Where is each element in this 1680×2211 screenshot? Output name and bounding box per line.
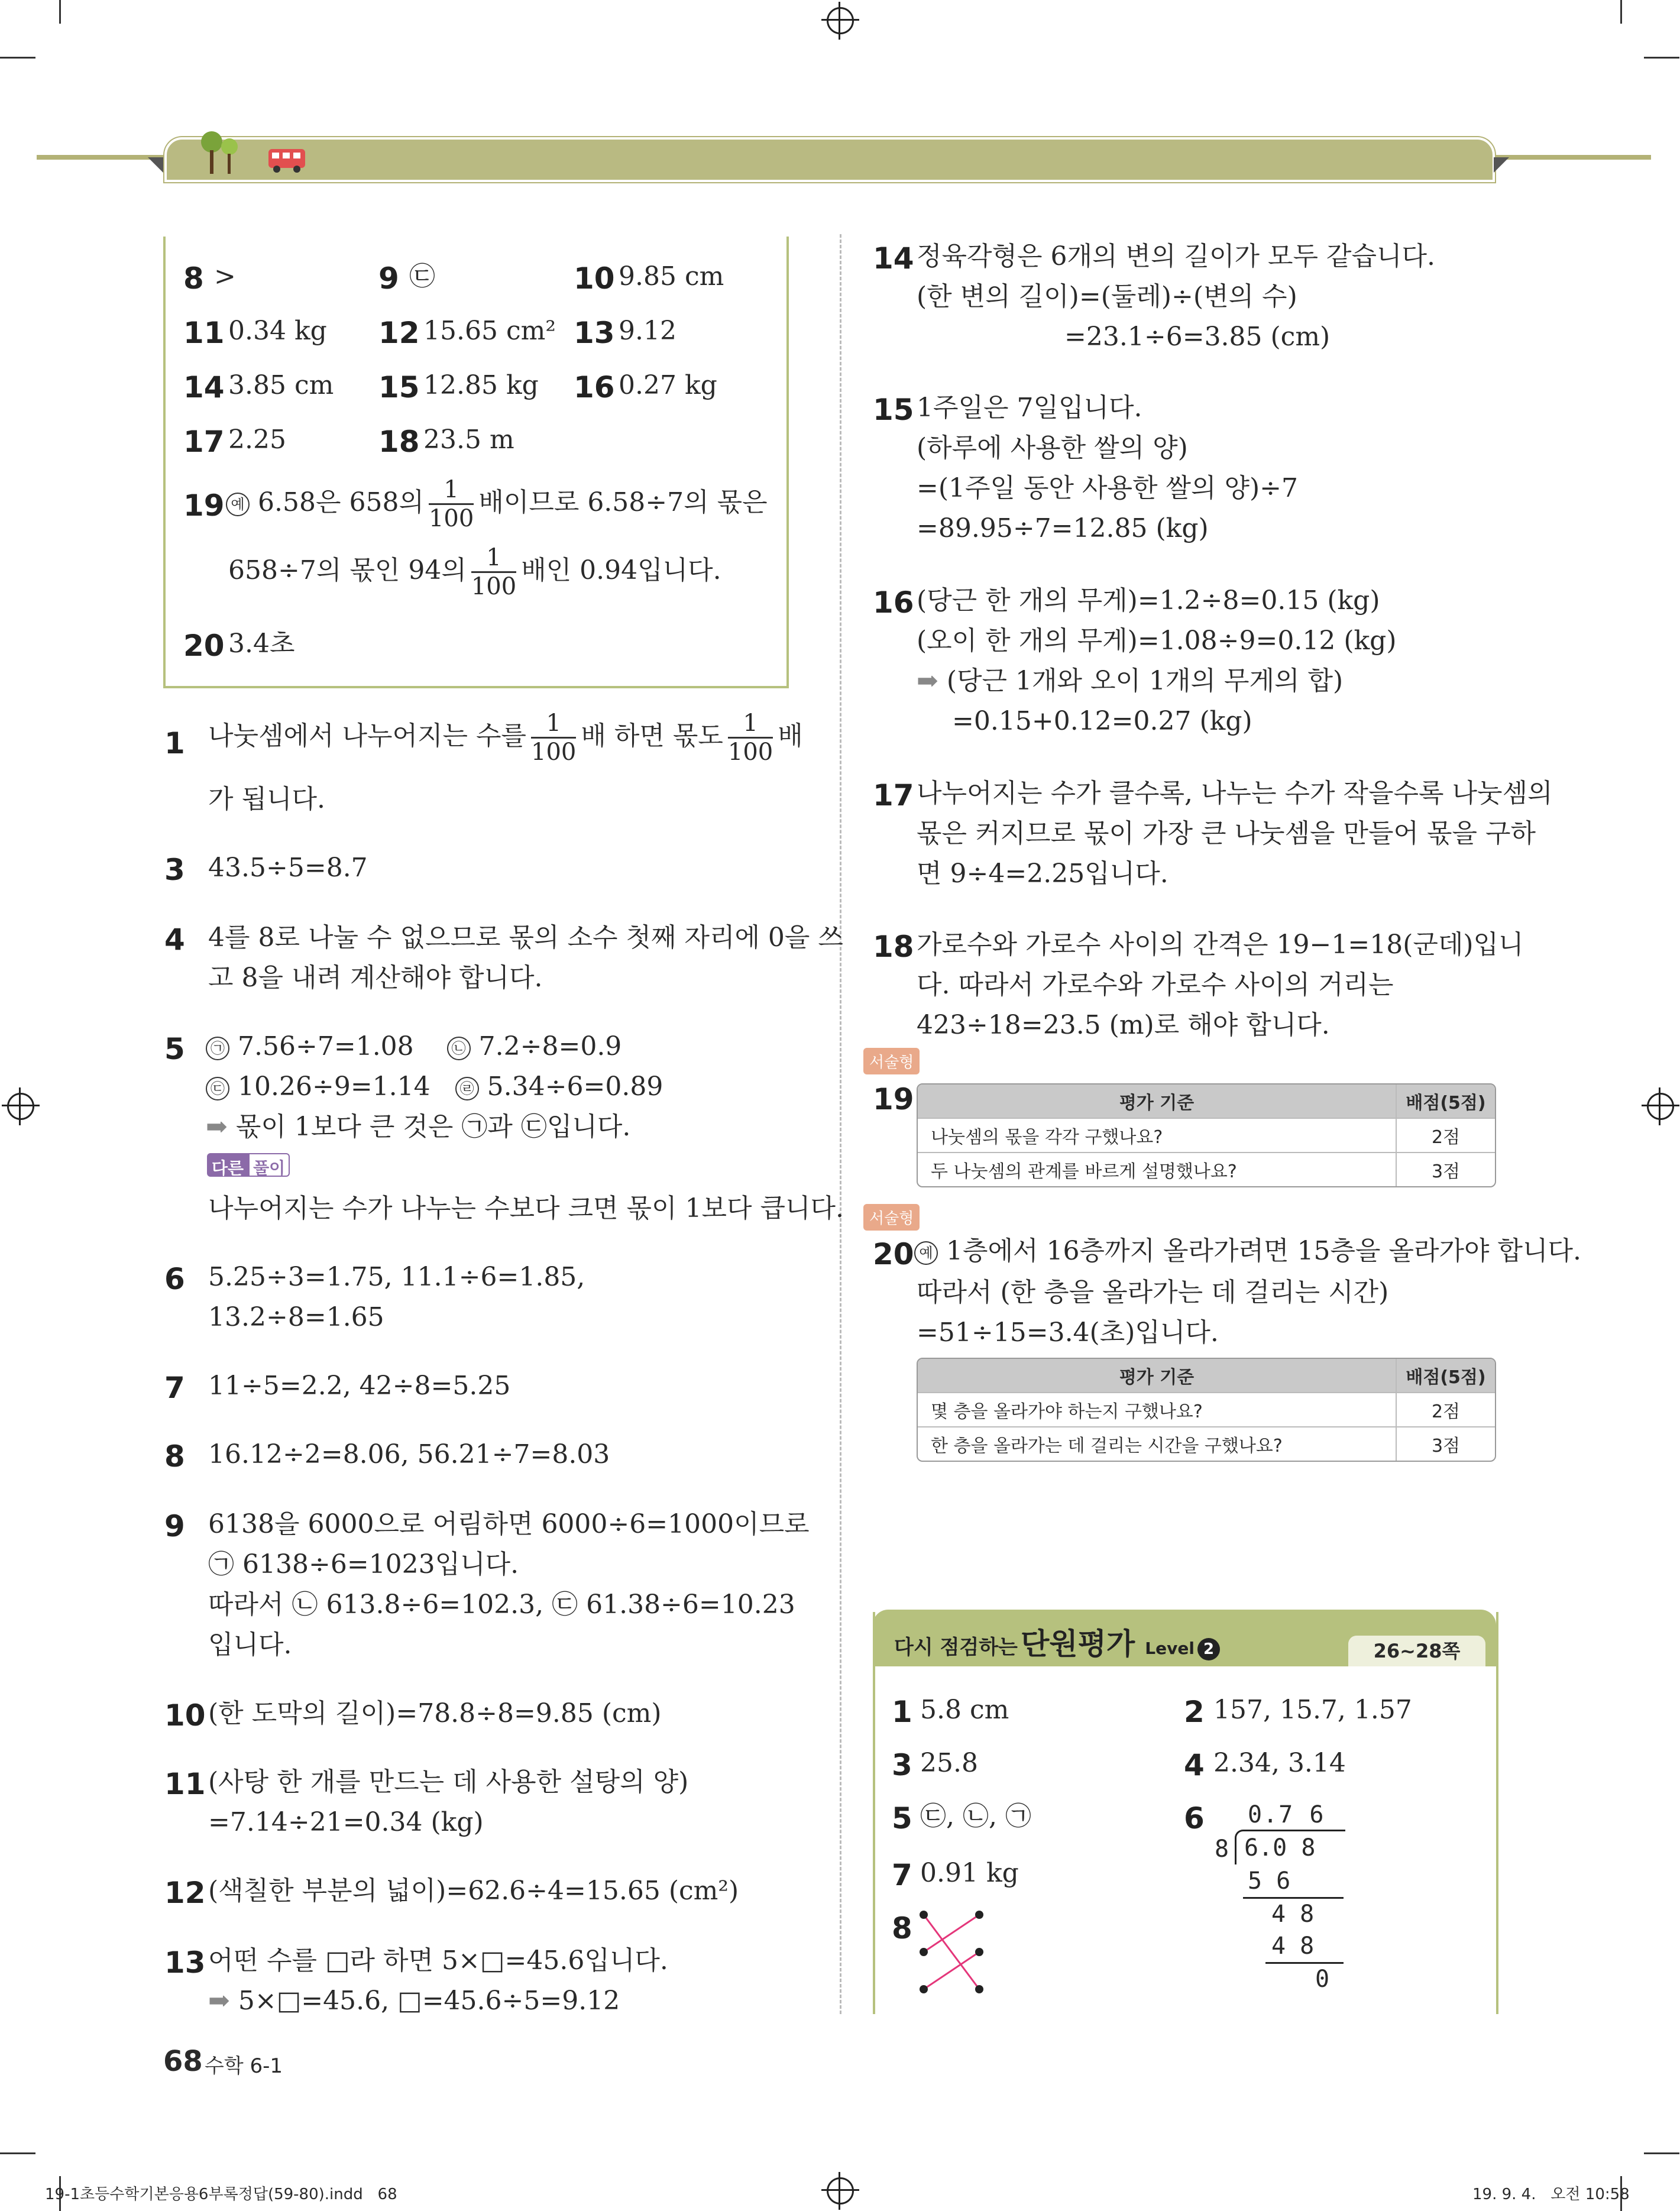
fraction [531, 710, 576, 766]
q15-line2: (하루에 사용한 쌀의 양) [917, 433, 1188, 463]
ld-sub2: 4 8 [1271, 1932, 1315, 1960]
q6-line2: 13.2÷8=1.65 [208, 1302, 384, 1332]
rubric-points: 2점 [1396, 1393, 1495, 1426]
rubric-row [918, 1392, 1495, 1426]
rubric-header-points: 배점(5점) [1396, 1085, 1495, 1118]
q4-line1: 4를 8로 나눌 수 없으므로 몫의 소수 첫째 자리에 0을 쓰 [208, 922, 843, 953]
ld-dividend: 6.0 8 [1244, 1834, 1316, 1862]
question-number: 2 [1184, 1695, 1205, 1729]
print-date: 19. 9. 4. 오전 10:58 [1472, 2186, 1630, 2203]
q1-text-a: 나눗셈에서 나누어지는 수를 [208, 721, 527, 751]
q18-line2: 다. 따라서 가로수와 가로수 사이의 거리는 [917, 970, 1394, 1000]
question-number: 9 [378, 261, 399, 296]
question-number: 5 [164, 1032, 185, 1066]
rubric-table [917, 1083, 1496, 1187]
rubric-criteria: 한 층을 올라가는 데 걸리는 시간을 구했나요? [931, 1436, 1283, 1456]
unit-eval-pre: 다시 점검하는 [894, 1636, 1018, 1659]
rubric-header [918, 1359, 1495, 1392]
registration-mark-icon [7, 1093, 34, 1120]
answer-19-text-b: 배이므로 6.58÷7의 몫은 [478, 487, 768, 517]
q20-line3: =51÷15=3.4(초)입니다. [917, 1317, 1219, 1348]
ld-rem1: 4 8 [1271, 1901, 1315, 1928]
column-divider [840, 234, 841, 2014]
q16-line3 [917, 668, 1343, 694]
answer-19-text-a: 6.58은 658의 [258, 487, 424, 517]
crop-mark [1644, 2152, 1679, 2154]
question-number: 6 [164, 1262, 185, 1296]
answer-value: 12.85 kg [423, 370, 539, 400]
fraction-denominator: 100 [471, 573, 517, 600]
question-number: 14 [873, 241, 914, 276]
q17-line2: 몫은 커지므로 몫이 가장 큰 나눗셈을 만들어 몫을 구하 [917, 818, 1536, 849]
question-number: 20 [873, 1237, 914, 1271]
fraction [429, 476, 474, 532]
q11-line1: (사탕 한 개를 만드는 데 사용한 설탕의 양) [208, 1767, 689, 1797]
q13-line1: 어떤 수를 □라 하면 5×□=45.6입니다. [208, 1945, 668, 1976]
example-badge: 예 [226, 493, 250, 516]
book-title: 수학 6-1 [205, 2054, 283, 2078]
question-number: 6 [1184, 1801, 1205, 1836]
answer-value: 15.65 cm² [423, 316, 556, 346]
ld-sub1: 5 6 [1248, 1867, 1291, 1895]
arrow-icon: ➡ [208, 1986, 230, 2016]
question-number: 1 [164, 726, 185, 760]
q5-expr3: 10.26÷9=1.14 [238, 1071, 430, 1102]
answer-19-line1 [226, 476, 768, 532]
question-number: 4 [164, 922, 185, 957]
q11-line2: =7.14÷21=0.34 (kg) [208, 1807, 484, 1837]
answer-value: 2.25 [228, 425, 286, 455]
question-number: 18 [873, 930, 914, 964]
fraction-denominator: 100 [727, 739, 773, 766]
ue-answer-4: 2.34, 3.14 [1213, 1748, 1346, 1778]
rubric-header-points: 배점(5점) [1396, 1359, 1495, 1392]
question-number: 13 [164, 1945, 206, 1980]
question-number: 16 [574, 370, 615, 404]
registration-mark-icon [1647, 1093, 1674, 1120]
rubric-header-criteria: 평가 기준 [1119, 1093, 1195, 1113]
unit-eval-title [894, 1620, 1220, 1663]
q12-line: (색칠한 부분의 넓이)=62.6÷4=15.65 (cm²) [208, 1876, 739, 1906]
question-number: 8 [164, 1439, 185, 1474]
question-number: 10 [574, 261, 615, 296]
q20-line1 [914, 1238, 1581, 1265]
q10-line: (한 도막의 길이)=78.8÷8=9.85 (cm) [208, 1698, 662, 1728]
question-number: 7 [164, 1371, 185, 1405]
q16-line1: (당근 한 개의 무게)=1.2÷8=0.15 (kg) [917, 585, 1380, 616]
answer-value: 0.34 kg [228, 316, 327, 346]
question-number: 9 [164, 1509, 185, 1543]
question-number: 11 [183, 316, 225, 350]
crop-mark [1644, 57, 1679, 59]
rubric-points: 2점 [1396, 1119, 1495, 1152]
question-number: 7 [892, 1858, 912, 1892]
registration-mark-icon [827, 7, 854, 34]
header-corner-right [1494, 157, 1509, 173]
q16-expr: (당근 1개와 오이 1개의 무게의 합) [946, 666, 1344, 696]
rubric-table [917, 1358, 1496, 1462]
arrow-icon: ➡ [206, 1112, 228, 1142]
q6-line1: 5.25÷3=1.75, 11.1÷6=1.85, [208, 1262, 585, 1292]
page-number: 68 [163, 2045, 203, 2078]
header-corner-left [148, 157, 163, 173]
matching-diagram [917, 1908, 988, 1996]
answer-19-text-c: 658÷7의 몫인 94의 [228, 555, 467, 585]
answer-value: 3.85 cm [228, 370, 334, 400]
q8-line: 16.12÷2=8.06, 56.21÷7=8.03 [208, 1439, 610, 1469]
q4-line2: 고 8을 내려 계산해야 합니다. [208, 963, 543, 993]
alt-solution-badge [207, 1153, 290, 1177]
q5-expr2: 7.2÷8=0.9 [478, 1031, 622, 1061]
question-number: 10 [164, 1698, 206, 1733]
descriptive-tag: 서술형 [863, 1048, 920, 1074]
rubric-criteria: 몇 층을 올라가야 하는지 구했나요? [931, 1401, 1203, 1422]
q3-line: 43.5÷5=8.7 [208, 853, 368, 883]
rubric-points: 3점 [1396, 1153, 1495, 1186]
alt-badge-label1: 다른 [207, 1153, 248, 1177]
ld-divisor: 8 [1215, 1836, 1229, 1863]
q14-line2: (한 변의 길이)=(둘레)÷(변의 수) [917, 281, 1297, 312]
question-number: 4 [1184, 1748, 1205, 1782]
question-number: 3 [164, 853, 185, 887]
question-number: 17 [873, 778, 914, 812]
symbol-badge: ㉠ [206, 1037, 229, 1060]
q9-line4: 입니다. [208, 1630, 292, 1660]
q5-line2 [206, 1071, 663, 1102]
ld-line1 [1243, 1897, 1344, 1899]
q5-line1 [206, 1031, 622, 1061]
question-number: 1 [892, 1695, 912, 1729]
ld-rem2: 0 [1315, 1966, 1330, 1993]
unit-eval-pages: 26~28쪽 [1348, 1636, 1485, 1666]
question-number: 11 [164, 1767, 206, 1801]
q1-line2: 가 됩니다. [208, 784, 325, 814]
symbol-badge: ㉡ [447, 1037, 471, 1060]
q18-line1: 가로수와 가로수 사이의 간격은 19−1=18(군데)입니 [917, 930, 1524, 960]
crop-mark [0, 57, 35, 59]
question-number: 14 [183, 370, 225, 404]
symbol-badge: ㉢ [206, 1077, 229, 1100]
q9-line2: ㉠ 6138÷6=1023입니다. [208, 1549, 519, 1579]
ld-line2 [1265, 1962, 1344, 1964]
question-number: 19 [873, 1082, 914, 1116]
q7-line: 11÷5=2.2, 42÷8=5.25 [208, 1371, 511, 1401]
q17-line3: 면 9÷4=2.25입니다. [917, 859, 1168, 889]
descriptive-tag: 서술형 [863, 1204, 920, 1231]
fraction-numerator: 1 [429, 476, 474, 505]
question-number: 5 [892, 1801, 912, 1836]
q5-expr4: 5.34÷6=0.89 [487, 1071, 663, 1102]
ld-quotient: 0.7 6 [1248, 1801, 1325, 1828]
answer-value: 0.27 kg [619, 370, 717, 400]
rubric-row [918, 1426, 1495, 1461]
q14-line3: =23.1÷6=3.85 (cm) [1064, 322, 1331, 352]
q15-line1: 1주일은 7일입니다. [917, 393, 1142, 423]
rubric-points: 3점 [1396, 1427, 1495, 1461]
arrow-icon: ➡ [917, 666, 938, 696]
answer-value: 9.12 [619, 316, 676, 346]
rubric-criteria: 나눗셈의 몫을 각각 구했나요? [931, 1127, 1163, 1148]
question-number: 8 [183, 261, 204, 296]
unit-eval-level: Level [1145, 1639, 1195, 1658]
answer-value: 23.5 m [423, 425, 514, 455]
example-badge: 예 [914, 1241, 938, 1265]
answer-value: > [214, 261, 236, 292]
q13-expr: 5×□=45.6, □=45.6÷5=9.12 [238, 1986, 620, 2016]
question-number: 19 [183, 488, 225, 523]
crop-mark [59, 0, 61, 24]
question-number: 13 [574, 316, 615, 350]
rubric-row [918, 1118, 1495, 1152]
q18-line3: 423÷18=23.5 (m)로 해야 합니다. [917, 1010, 1330, 1040]
alt-badge-label2: 풀이 [248, 1153, 290, 1177]
registration-mark-icon [827, 2177, 854, 2204]
answer-value: 9.85 cm [619, 261, 724, 292]
answer-19-line2 [228, 544, 721, 600]
q9-line1: 6138을 6000으로 어림하면 6000÷6=1000이므로 [208, 1509, 810, 1539]
rubric-header [918, 1085, 1495, 1118]
q20-text: 1층에서 16층까지 올라가려면 15층을 올라가야 합니다. [946, 1236, 1581, 1266]
answer-value: ㉢ [409, 261, 435, 292]
ue-answer-5: ㉢, ㉡, ㉠ [920, 1801, 1031, 1831]
q5-conclusion: 몫이 1보다 큰 것은 ㉠과 ㉢입니다. [235, 1112, 631, 1142]
q1-text-b: 배 하면 몫도 [581, 721, 723, 751]
question-number: 8 [892, 1911, 912, 1945]
q15-line3: =(1주일 동안 사용한 쌀의 양)÷7 [917, 473, 1299, 503]
q14-line1: 정육각형은 6개의 변의 길이가 모두 같습니다. [917, 241, 1435, 271]
q1-line1 [208, 710, 803, 766]
answer-box [163, 237, 789, 688]
q1-text-c: 배 [778, 721, 803, 751]
question-number: 15 [873, 393, 914, 427]
q17-line1: 나누어지는 수가 클수록, 나누는 수가 작을수록 나눗셈의 [917, 778, 1553, 808]
question-number: 12 [378, 316, 420, 350]
header-tab [164, 137, 1495, 182]
answer-20: 3.4초 [228, 629, 295, 659]
q5-alt-text: 나누어지는 수가 나누는 수보다 크면 몫이 1보다 큽니다. [208, 1193, 844, 1223]
ue-answer-2: 157, 15.7, 1.57 [1213, 1695, 1412, 1725]
q20-line2: 따라서 (한 층을 올라가는 데 걸리는 시간) [917, 1277, 1389, 1307]
tree-icon [199, 129, 240, 176]
rubric-header-criteria: 평가 기준 [1119, 1367, 1195, 1388]
question-number: 12 [164, 1876, 206, 1910]
crop-mark [0, 2152, 35, 2154]
question-number: 15 [378, 370, 420, 404]
fraction-numerator: 1 [531, 710, 576, 739]
fraction [728, 710, 773, 766]
question-number: 18 [378, 425, 420, 459]
answer-19-text-d: 배인 0.94입니다. [521, 555, 721, 585]
symbol-badge: ㉣ [455, 1077, 479, 1100]
q9-line3: 따라서 ㉡ 613.8÷6=102.3, ㉢ 61.38÷6=10.23 [208, 1590, 795, 1620]
question-number: 20 [183, 629, 225, 663]
file-name: 19-1초등수학기본응용6부록정답(59-80).indd 68 [45, 2186, 397, 2203]
q13-line2 [208, 1988, 620, 2014]
fraction-numerator: 1 [471, 544, 516, 573]
bus-icon [267, 147, 306, 174]
long-division [1206, 1801, 1331, 1996]
ue-answer-3: 25.8 [920, 1748, 978, 1778]
fraction-numerator: 1 [728, 710, 773, 739]
fraction-denominator: 100 [428, 505, 474, 532]
question-number: 17 [183, 425, 225, 459]
ue-answer-1: 5.8 cm [920, 1695, 1009, 1725]
rubric-row [918, 1152, 1495, 1186]
rubric-criteria: 두 나눗셈의 관계를 바르게 설명했나요? [931, 1161, 1237, 1182]
q16-line4: =0.15+0.12=0.27 (kg) [952, 706, 1252, 736]
fraction [471, 544, 516, 600]
question-number: 3 [892, 1748, 912, 1782]
q5-line3 [206, 1114, 630, 1140]
q15-line4: =89.95÷7=12.85 (kg) [917, 513, 1209, 543]
q16-line2: (오이 한 개의 무게)=1.08÷9=0.12 (kg) [917, 626, 1397, 656]
unit-eval-heading: 단원평가 [1021, 1627, 1135, 1661]
unit-eval-level-badge: 2 [1197, 1638, 1220, 1660]
crop-mark [1620, 0, 1622, 24]
fraction-denominator: 100 [531, 739, 577, 766]
question-number: 16 [873, 585, 914, 620]
q5-expr1: 7.56÷7=1.08 [238, 1031, 414, 1061]
ue-answer-7: 0.91 kg [920, 1858, 1019, 1888]
